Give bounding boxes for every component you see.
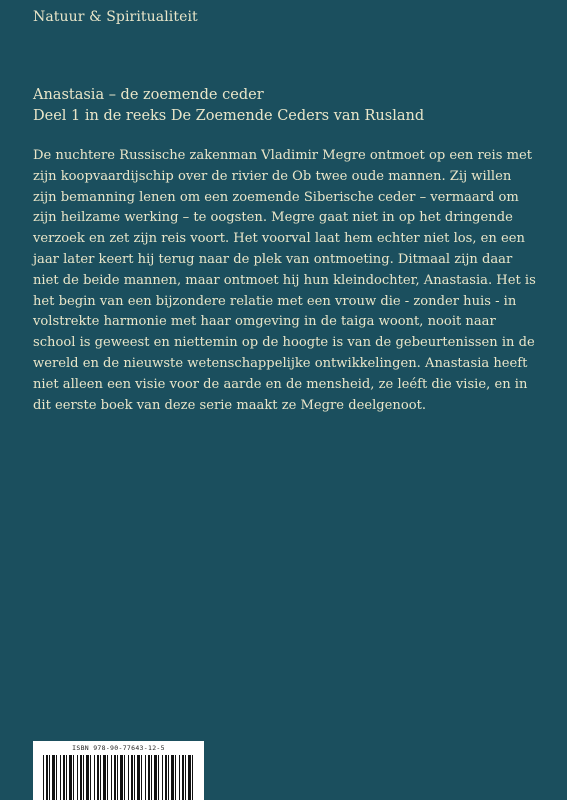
category-label: Natuur & Spiritualiteit bbox=[33, 9, 198, 25]
barcode-bars bbox=[43, 755, 194, 800]
isbn-number: ISBN 978-90-77643-12-5 bbox=[72, 744, 165, 752]
blurb-text: De nuchtere Russische zakenman Vladimir Megre ontmoet op een reis met zijn koopvaardijschip over de rivier de Ob twee oude mannen. Zij willen zijn bemanning lenen om een zoemende Siberische ceder – vermaard om zijn heilzame werking – te oogsten. Megre gaat niet in op het dringende verzoek en zet zijn reis voort. Het voorval laat hem echter niet los, en een jaar later keert hij terug naar de plek van ontmoeting. Ditmaal zijn daar niet de beide mannen, maar ontmoet hij hun kleindochter, Anastasia. Het is het begin van een bijzondere relatie met een vrouw die - zonder huis - in volstrekte harmonie met haar omgeving in de taiga woont, nooit naar school is geweest en niettemin op de hoogte is van de gebeurtenissen in de wereld en de nieuwste wetenschappelijke ontwikkelingen. Anastasia heeft niet alleen een visie voor de aarde en de mensheid, ze leéft die visie, en in dit eerste boek van deze serie maakt ze Megre deelgenoot. bbox=[33, 148, 536, 413]
series-subtitle: Deel 1 in de reeks De Zoemende Ceders van Rusland bbox=[33, 108, 425, 124]
title-block bbox=[33, 85, 533, 127]
barcode bbox=[33, 741, 204, 800]
book-title: Anastasia – de zoemende ceder bbox=[33, 87, 264, 103]
